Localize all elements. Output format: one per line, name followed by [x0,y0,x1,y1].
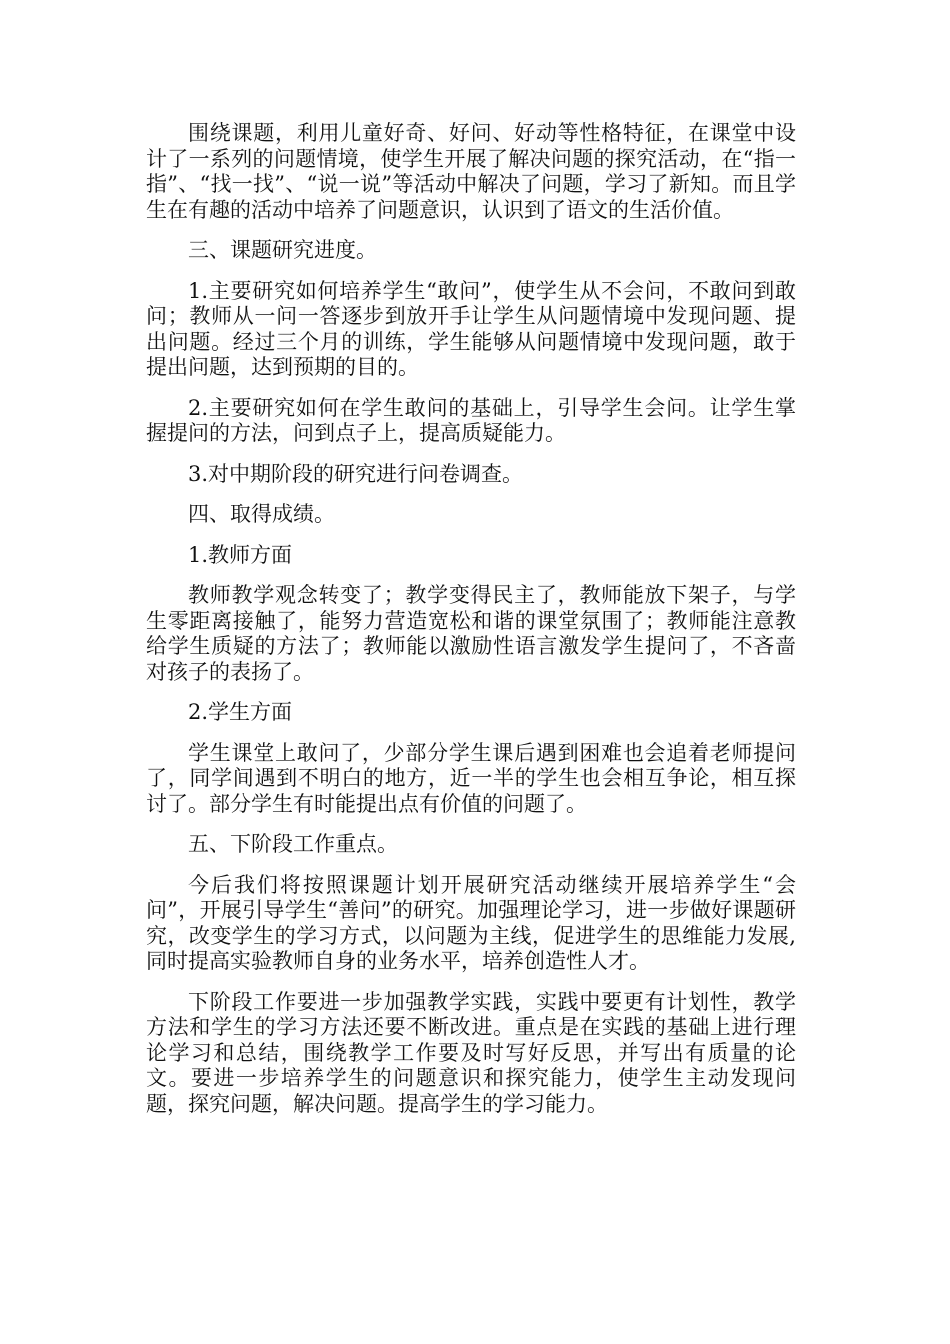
paragraph-teachers: 教师教学观念转变了；教学变得民主了，教师能放下架子，与学生零距离接触了，能努力营造宽松和谐的课堂氛围了；教师能注意教给学生质疑的方法了；教师能以激励性语言激发学生提问了，不吝啬对孩子的表扬了。 [146,583,796,684]
paragraph-progress-1: 1.主要研究如何培养学生“敢问”，使学生从不会问，不敢问到敢问；教师从一问一答逐步到放开手让学生从问题情境中发现问题、提出问题。经过三个月的训练，学生能够从问题情境中发现问题，敢于提出问题，达到预期的目的。 [146,278,796,379]
section-heading-results: 四、取得成绩。 [188,502,335,526]
subheading-students: 2.学生方面 [188,700,293,724]
paragraph-progress-2: 2.主要研究如何在学生敢问的基础上，引导学生会问。让学生掌握提问的方法，问到点子上，提高质疑能力。 [146,395,796,445]
paragraph-progress-3: 3.对中期阶段的研究进行问卷调查。 [188,461,524,486]
paragraph-next-stage-2: 下阶段工作要进一步加强教学实践，实践中要更有计划性，教学方法和学生的学习方法还要不断改进。重点是在实践的基础上进行理论学习和总结，围绕教学工作要及时写好反思，并写出有质量的论文。要进一步培养学生的问题意识和探究能力，使学生主动发现问题，探究问题，解决问题。提高学生的学习能力。 [146,989,796,1116]
section-heading-next-stage: 五、下阶段工作重点。 [188,832,398,856]
paragraph-students: 学生课堂上敢问了，少部分学生课后遇到困难也会追着老师提问了，同学间遇到不明白的地方，近一半的学生也会相互争论，相互探讨了。部分学生有时能提出点有价值的问题了。 [146,740,796,816]
paragraph-next-stage-1: 今后我们将按照课题计划开展研究活动继续开展培养学生“会问”，开展引导学生“善问”的研究。加强理论学习，进一步做好课题研究，改变学生的学习方式，以问题为主线，促进学生的思维能力发展,同时提高实验教师自身的业务水平，培养创造性人才。 [146,872,796,973]
document-body [146,121,796,1132]
paragraph-intro: 围绕课题，利用儿童好奇、好问、好动等性格特征，在课堂中设计了一系列的问题情境，使学生开展了解决问题的探究活动，在“指一指”、“找一找”、“说一说”等活动中解决了问题，学习了新知。而且学生在有趣的活动中培养了问题意识，认识到了语文的生活价值。 [146,121,796,222]
section-heading-progress: 三、课题研究进度。 [188,238,377,262]
subheading-teachers: 1.教师方面 [188,542,293,567]
